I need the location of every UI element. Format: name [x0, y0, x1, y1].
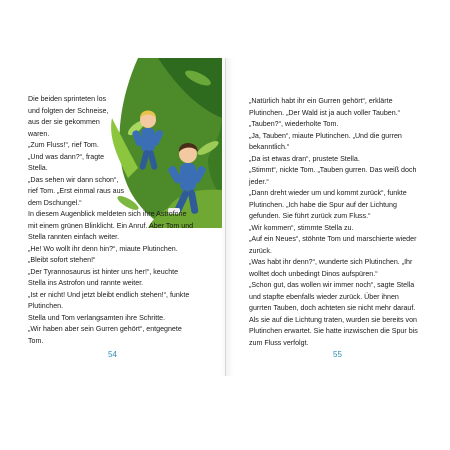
- text-line: „Und was dann?“, fragte: [28, 152, 105, 161]
- text-line: „Ist er nicht! Und jetzt bleibt endlich stehen!“, funkte: [28, 290, 190, 299]
- text-line: Plutinchen. „Der Wald ist ja auch voller Tauben.“: [249, 108, 401, 117]
- text-line: „Was habt ihr denn?“, wunderte sich Plutinchen. „Ihr: [249, 258, 413, 266]
- right-page-text: [249, 96, 418, 349]
- text-line: dem Dschungel.“: [28, 198, 82, 207]
- text-line: „Der Tyrannosaurus ist hinter uns her!“, keuchte: [28, 267, 179, 276]
- text-line: wolltet doch unbedingt Dinos aufspüren.“: [249, 269, 378, 278]
- text-line: „Das sehen wir dann schon“,: [28, 175, 119, 184]
- text-line: Stella ins Astrofon und rannte weiter.: [28, 279, 144, 287]
- text-line: „Zum Fluss!“, rief Tom.: [28, 141, 99, 149]
- text-line: bekanntlich.“: [249, 143, 290, 151]
- text-line: Stella.: [28, 164, 48, 172]
- text-line: Als sie auf die Lichtung traten, wurden sie bereits von: [249, 315, 417, 324]
- text-line: und stapfte ebenfalls wieder zurück. Über ihnen: [249, 292, 399, 301]
- text-line: „Ja, Tauben“, miaute Plutinchen. „Und die gurren: [249, 131, 402, 140]
- text-line: Stella und Tom verlangsamten ihre Schritte.: [28, 313, 166, 322]
- text-line: und folgten der Schneise,: [28, 106, 109, 115]
- text-line: Plutinchen erwartet. Sie hatte inzwischen die Spur bis: [249, 327, 418, 335]
- page-fold: [225, 58, 226, 376]
- text-line: „Stimmt“, nickte Tom. „Tauben gurren. Das weiß doch: [249, 166, 417, 174]
- text-line: rief Tom. „Erst einmal raus aus: [28, 187, 125, 195]
- text-line: gurrten Tauben, doch achteten sie nicht mehr darauf.: [249, 304, 416, 312]
- text-line: „Natürlich habt ihr ein Gurren gehört“, erklärte: [249, 97, 393, 105]
- text-line: „Schon gut, das wollen wir immer noch“, sagte Stella: [249, 281, 415, 289]
- text-line: „Bleibt sofort stehen!“: [28, 256, 96, 264]
- text-line: waren.: [28, 129, 50, 138]
- text-line: „Da ist etwas dran“, prustete Stella.: [249, 154, 360, 163]
- text-line: Die beiden sprinteten los: [28, 95, 107, 103]
- text-line: „He! Wo wollt ihr denn hin?“, miaute Plutinchen.: [28, 244, 178, 253]
- page-number-left: 54: [108, 350, 117, 359]
- text-line: zum Fluss verfolgt.: [249, 338, 309, 347]
- page-number-right: 55: [333, 350, 342, 359]
- text-line: Plutinchen. „Ich habe die Spur auf der Lichtung: [249, 200, 397, 209]
- text-line: zurück.: [249, 246, 272, 255]
- text-line: gefunden. Sie führt zurück zum Fluss.“: [249, 212, 371, 220]
- text-line: Tom.: [28, 336, 44, 345]
- left-page-text: [28, 94, 193, 347]
- text-line: „Wir haben aber sein Gurren gehört“, entgegnete: [28, 325, 182, 333]
- text-line: „Wir kommen“, stimmte Stella zu.: [249, 223, 354, 232]
- text-line: aus der sie gekommen: [28, 118, 100, 126]
- text-line: „Auf ein Neues“, stöhnte Tom und marschierte wieder: [249, 235, 417, 243]
- text-line: In diesem Augenblick meldeten sich ihre Astrofone: [28, 210, 187, 218]
- text-line: jeder.“: [249, 177, 269, 186]
- text-line: „Dann dreht wieder um und kommt zurück“, funkte: [249, 189, 407, 197]
- text-line: „Tauben?“, wiederholte Tom.: [249, 120, 339, 128]
- text-line: Stella rannten einfach weiter.: [28, 233, 120, 241]
- text-line: mit einem grünen Blinklicht. Ein Anruf. Aber Tom und: [28, 221, 194, 230]
- text-line: Plutinchen.: [28, 302, 64, 310]
